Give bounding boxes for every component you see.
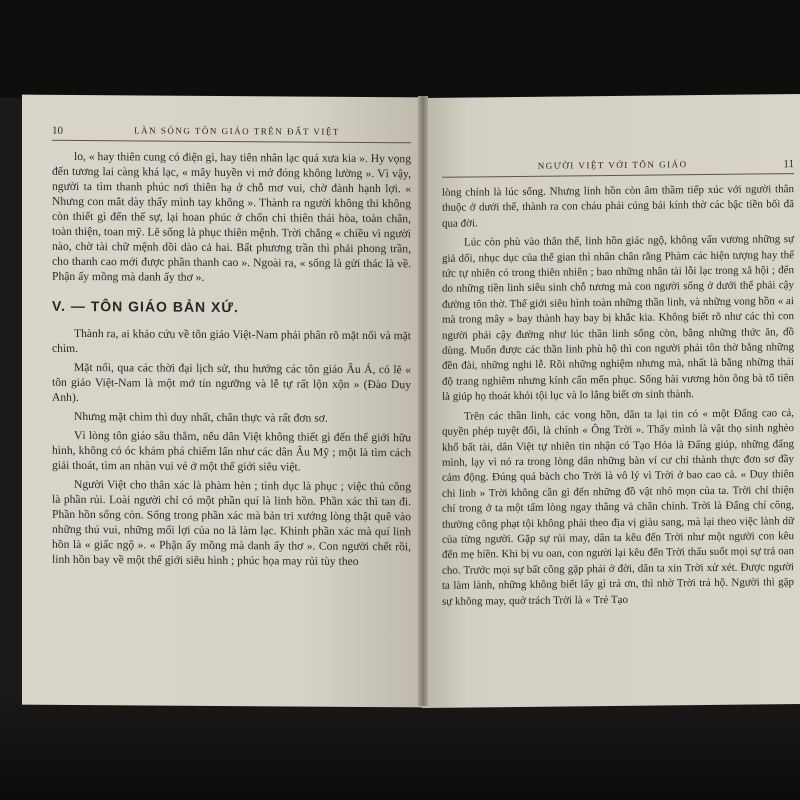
page-number-left: 10 <box>52 124 63 137</box>
section-title: V. — TÔN GIÁO BẢN XỨ. <box>52 297 239 316</box>
paragraph: Vì lòng tôn giáo sâu thẳm, nếu dân Việt không thiết gì đến thế giới hữu hình, không có óc khám phá chiếm lấn như các dân Âu Mỹ ; một là tìm cách giải thoát, tìm an nhàn vui vẻ ở một thế giới siêu việt. <box>52 428 411 474</box>
paragraph-continued: lo, « hay thiên cung có điện gì, hay tiên nhân lạc quá xưa kia ». Hy vọng đến tương lai càng khá lạc, « mây huyền vi mở đóng không lường ». Vì vậy, người ta tìm thanh phúc nơi thiên hạ ở chỗ mơ vui, chờ đành hạnh lợi. « Nhưng con mắt dày thấy mình tay không ». Thành ra người không thi không còn thiết gì đến thế sự, lại hoan phúc ở chốn chi thiên thái hòa, toàn chân, toàn thiện, toan mỹ. Lẽ sống là phục thiên mệnh. Trời chẳng « chiều vì người nào, chờ tài chữ mệnh dồi dào cả hai. Bất phương trần thì phải phong trần, cho thanh cao mới được phần thanh cao ». Ngoài ra, « sống là gửi thác là về. Phận ấy mồng mà danh ấy thơ ». <box>52 149 411 284</box>
page-number-right: 11 <box>783 158 794 171</box>
background-top <box>0 0 800 98</box>
paragraph: Nhưng mặt chìm thì duy nhất, chân thực và rất đơn sơ. <box>74 409 328 425</box>
open-book <box>22 96 800 706</box>
right-page <box>422 94 800 708</box>
paragraph: Lúc còn phù vào thân thế, linh hồn giác ngộ, không vấn vương những sự giả dối, nhục dục của thế gian thì nhân chân rằng Phàm các hiện tượng hay thế tức tự nhiên có trong thiên nhiên ; bao những nhân tài lỗi lạc trong xã hội ; đến do những tiền linh siêu sinh chỗ tương mà con người sống ở dưới thế phải cậy đường tôn thờ. Thế giới siêu hình toàn những thần linh, và những vong hồn « ai mà trong mây » bay thành hay bay bị khắc kia. Không biết rõ như các thì con người phải cậy đường như lúc thần linh sống còn, bằng những thức ăn, đồ dùng. Muốn được các thần linh phù hộ thì con người phải tôn thờ bằng những đền đài, những nghi lễ. Rồi những nghiệm nhưng mà, nhất là bằng những thái độ trang nghiêm nhưng kính cẩn mến phục. Sống hài vương hòn ông bà tổ tiên là giúp họ thoát khỏi tội lục và lo lắng biết ơn sinh thành. <box>442 233 794 404</box>
paragraph: Mặt nổi, qua các thời đại lịch sử, thu hướng các tôn giáo Âu Á, có lẽ « tôn giáo Việt-Nam là một mớ tín ngưỡng và lễ tự rất lộn xộn » (Đào Duy Anh). <box>52 360 411 404</box>
running-head-right: NGƯỜI VIỆT VỚI TÔN GIÁO <box>537 159 688 171</box>
left-page <box>22 95 427 708</box>
book-gutter <box>418 96 428 706</box>
paragraph: Người Việt cho thân xác là phàm hèn ; tình dục là phục ; việc thủ công là phần rủi. Loài người chỉ có một phần quí là linh hồn. Phần xác thì tan đi. Phần hồn sống còn. Sống trong phần xác mà bản tri xướng lòng thật quê vào những thú vui, những mối lợi của no là làm lạc. Khinh phần xác mà quí linh hồn là « giấc ngộ ». « Phận ấy mồng mà danh ấy thơ ». Con người chết rồi, linh hồn bay về một thế giới siêu hình ; phúc họa may rủi tùy theo <box>52 477 411 568</box>
left-page-header <box>52 125 411 144</box>
background-table <box>0 700 800 800</box>
paragraph: Thành ra, ai khảo cứu về tôn giáo Việt-Nam phải phân rõ mặt nổi và mặt chìm. <box>52 326 411 355</box>
right-page-header <box>442 158 794 178</box>
paragraph: Trên các thần linh, các vong hồn, dân ta lại tin có « một Đấng cao cả, quyền phép tuyệt đối, là chính « Ông Trời ». Thấy mình là vật thọ sinh nghèo khổ bất tài, dân Việt tự nhiên tin nhận có Tạo Hóa là Đấng giúp, những đấng mình, lạy vì nó ra trong lòng dân những bàn ví cư chỉ thành thực đơn sơ đầy cảm động. Đúng quá bàch cho Trời là vô lý vì Trời ở bao cao cả. « Duy thiên chi linh » Trời không cần gì đến những đồ vật nhỏ mọn của ta. Trời chỉ thiện chí trong ở ta một tấm lòng ngay thẳng và chân chính. Trời là Đấng chí công, thường công phạt tội không phải theo địa vị giàu sang, mà lại theo việc lành dữ của từng người. Gặp sự rủi may, dân ta kêu đến Trời như một người con kêu đến mẹ hiền. Khi bị vu oan, con người lại kêu đến Trời thấu suốt mọi sự trả oan cho. Trước mọi sự bất công gặp phải ở đời, dân ta xin Trời xử xét. Được người ta làm lành, những không biết lấy gì trả ơn, thì nhờ Trời trả hộ. Người thì gặp sự không may, quở trách Trời là « Trẻ Tạo <box>442 406 794 608</box>
running-head-left: LÀN SÓNG TÔN GIÁO TRÊN ĐẤT VIỆT <box>134 125 340 137</box>
paragraph-continued: lòng chính là lúc sống. Nhưng linh hồn còn âm thầm tiếp xúc với người thân thuộc ở dưới thế, thành ra con cháu phải cúng bái kính thờ các bậc tiền bối đã qua đời. <box>442 183 794 230</box>
